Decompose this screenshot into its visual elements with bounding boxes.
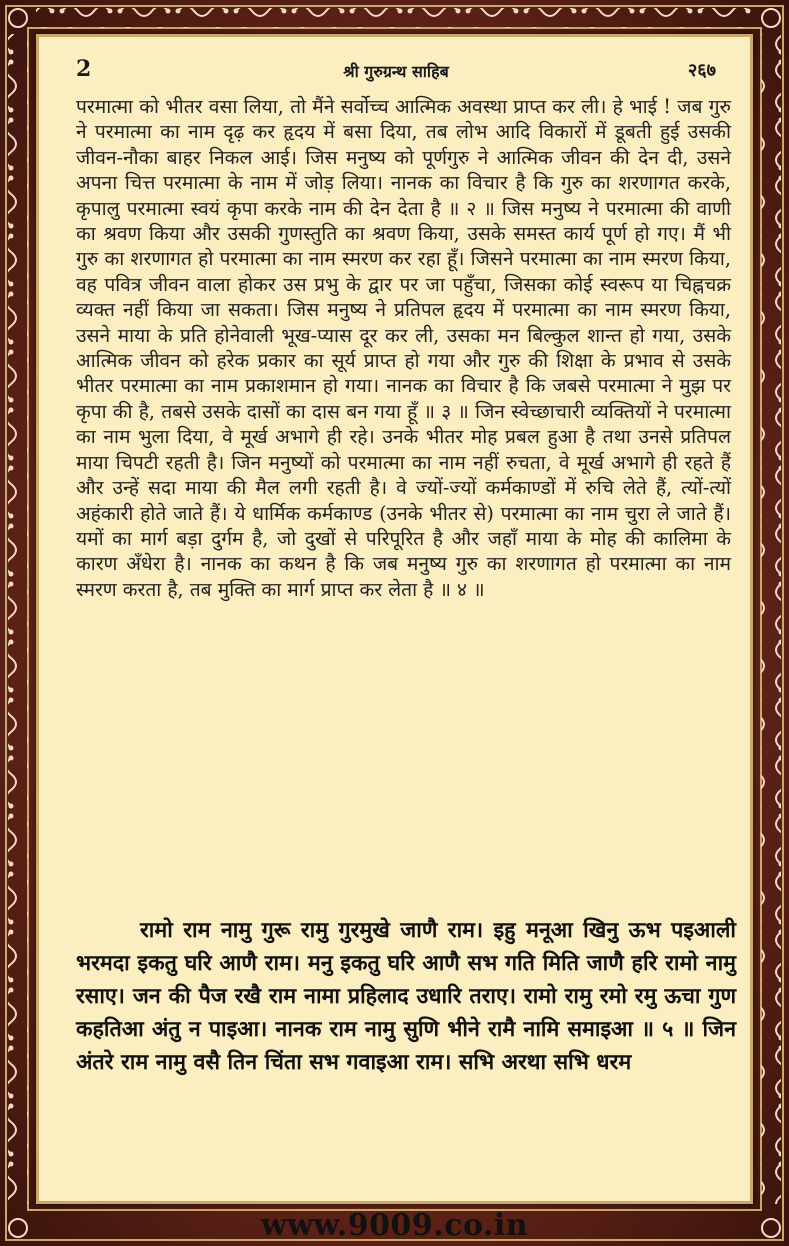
book-title: श्री गुरुग्रन्थ साहिब	[343, 62, 449, 81]
scripture-page	[36, 34, 753, 1204]
page-reference: २६७	[687, 60, 716, 81]
website-footer: www.9009.co.in	[260, 1208, 529, 1243]
translation-paragraph: परमात्मा को भीतर वसा लिया, तो मैंने सर्वोच्च आत्मिक अवस्था प्राप्त कर ली। हे भाई ! जब गुरु ने परमात्मा का नाम दृढ़ कर हृदय में बसा दिया, तब लोभ आदि विकारों में डूबती हुई उसकी जीवन-नौका बाहर निकल आई। जिस मनुष्य को पूर्णगुरु ने आत्मिक जीवन की देन दी, उसने अपना चित्त परमात्मा के नाम में जोड़ लिया। नानक का विचार है कि गुरु का शरणागत करके, कृपालु परमात्मा स्वयं कृपा करके नाम की देन देता है ॥ २ ॥ जिस मनुष्य ने परमात्मा की वाणी का श्रवण किया और उसकी गुणस्तुति का श्रवण किया, उसके समस्त कार्य पूर्ण हो गए। मैं भी गुरु का शरणागत हो परमात्मा का नाम स्मरण कर रहा हूँ। जिसने परमात्मा का नाम स्मरण किया, वह पवित्र जीवन वाला होकर उस प्रभु के द्वार पर जा पहुँचा, जिसका कोई स्वरूप या चिह्नचक्र व्यक्त नहीं किया जा सकता। जिस मनुष्य ने प्रतिपल हृदय में परमात्मा का नाम स्मरण किया, उसने माया के प्रति होनेवाली भूख-प्यास दूर कर ली, उसका मन बिल्कुल शान्त हो गया, उसके आत्मिक जीवन को हरेक प्रकार का सूर्य प्राप्त हो गया और गुरु की शिक्षा के प्रभाव से उसके भीतर परमात्मा का नाम प्रकाशमान हो गया। नानक का विचार है कि जबसे परमात्मा ने मुझ पर कृपा की है, तबसे उसके दासों का दास बन गया हूँ ॥ ३ ॥ जिन स्वेच्छाचारी व्यक्तियों ने परमात्मा का नाम भुला दिया, वे मूर्ख अभागे ही रहे। उनके भीतर मोह प्रबल हुआ है तथा उनसे प्रतिपल माया चिपटी रहती है। जिन मनुष्यों को परमात्मा का नाम नहीं रुचता, वे मूर्ख अभागे ही रहते हैं और उन्हें सदा माया की मैल लगी रहती है। वे ज्यों-ज्यों कर्मकाण्डों में रुचि लेते हैं, त्यों-त्यों अहंकारी होते जाते हैं। ये धार्मिक कर्मकाण्ड (उनके भीतर से) परमात्मा का नाम चुरा ले जाते हैं। यमों का मार्ग बड़ा दुर्गम है, जो दुखों से परिपूरित है और जहाँ माया के मोह की कालिमा के कारण अँधेरा है। नानक का कथन है कि जब मनुष्य गुरु का शरणागत हो परमात्मा का नाम स्मरण करता है, तब मुक्ति का मार्ग प्राप्त कर लेता है ॥ ४ ॥	[76, 95, 731, 601]
verse-paragraph: रामो राम नामु गुरू रामु गुरमुखे जाणै राम। इहु मनूआ खिनु ऊभ पइआली भरमदा इकतु घरि आणै राम। मनु इकतु घरि आणै सभ गति मिति जाणै हरि रामो नामु रसाए। जन की पैज रखै राम नामा प्रहिलाद उधारि तराए। रामो रामु रमो रमु ऊचा गुण कहतिआ अंतु न पाइआ। नानक राम नामु सुणि भीने रामै नामि समाइआ ॥ ५ ॥ जिन अंतरे राम नामु वसै तिन चिंता सभ गवाइआ राम। सभि अरथा सभि धरम	[76, 918, 736, 1075]
verse-text	[76, 914, 736, 1079]
page-header	[76, 54, 716, 86]
translation-text	[76, 94, 731, 602]
page-number: 2	[76, 56, 92, 82]
